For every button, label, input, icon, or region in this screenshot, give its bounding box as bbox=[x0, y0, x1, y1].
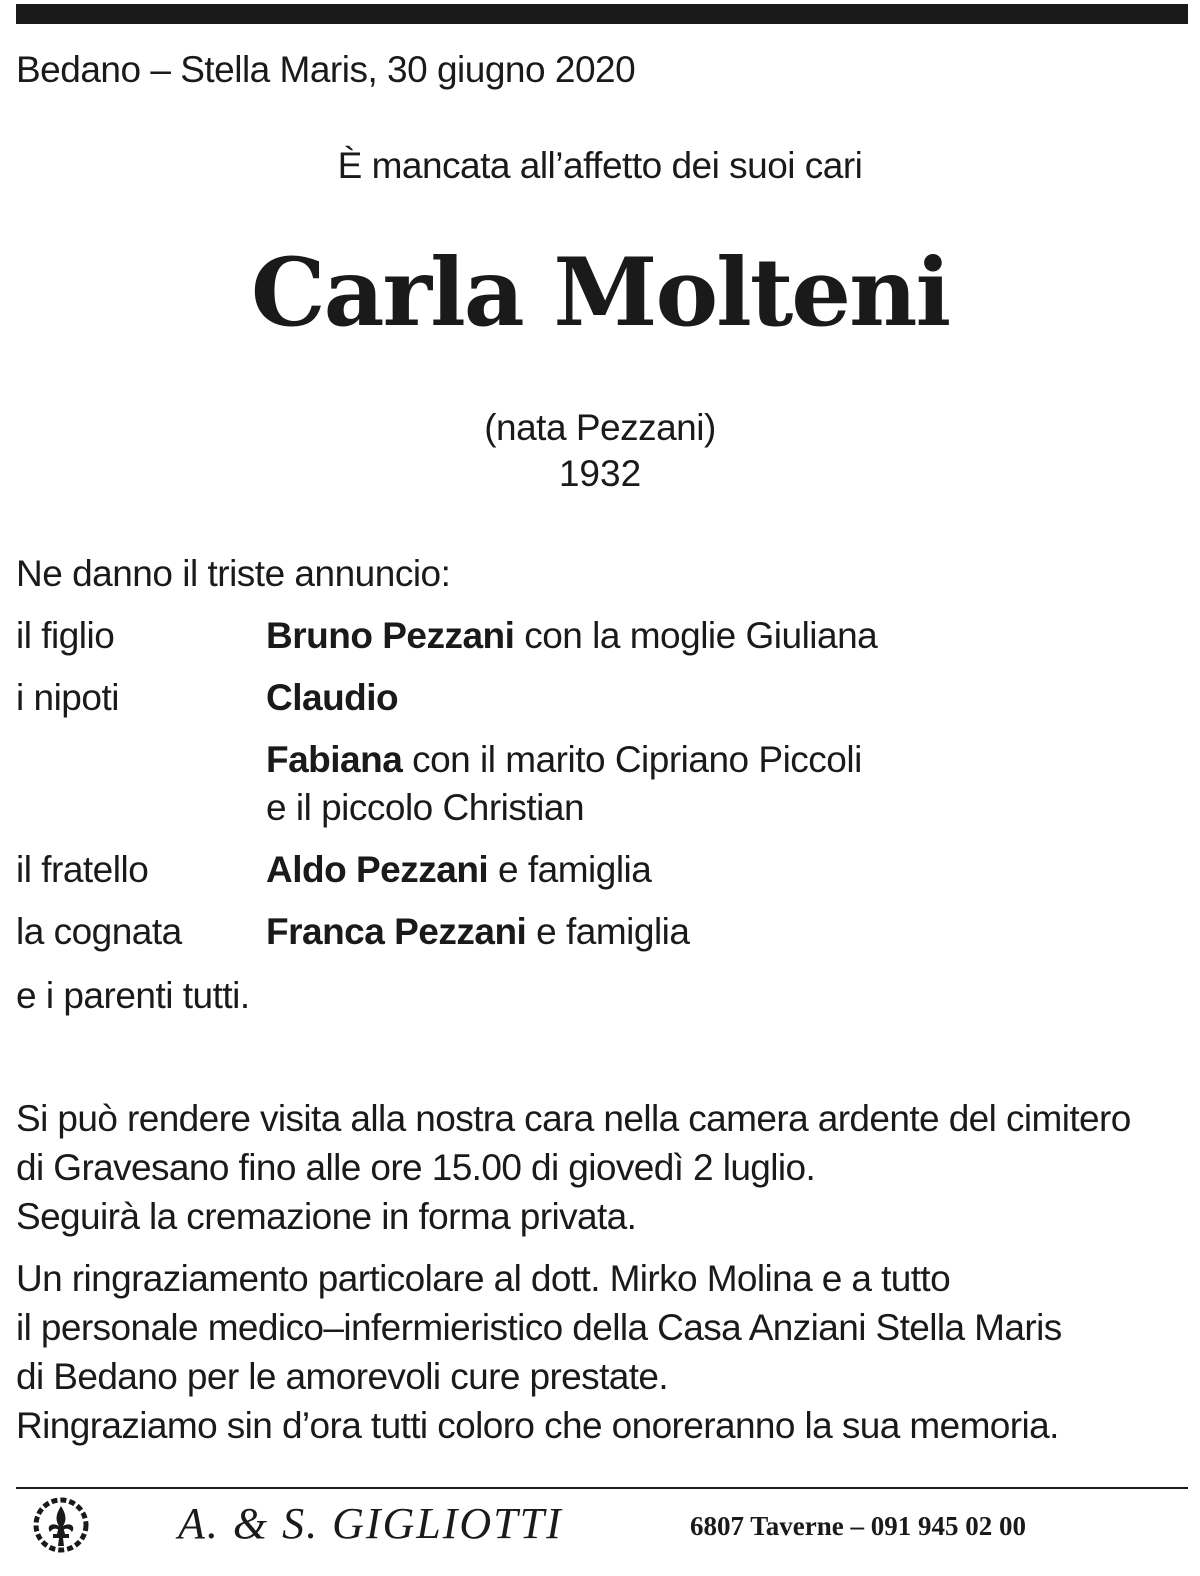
family-member bbox=[266, 784, 584, 832]
paragraph-line: Seguirà la cremazione in forma privata. bbox=[16, 1196, 637, 1237]
family-member-name: Franca Pezzani bbox=[266, 911, 527, 952]
intro-line: È mancata all’affetto dei suoi cari bbox=[337, 145, 863, 186]
thanks-paragraph bbox=[16, 1254, 1196, 1450]
family-member-detail: e famiglia bbox=[488, 849, 652, 890]
family-member-name: Fabiana bbox=[266, 739, 403, 780]
paragraph-line: Si può rendere visita alla nostra cara nella camera ardente del cimitero bbox=[16, 1098, 1131, 1139]
announce-line: Ne danno il triste annuncio: bbox=[16, 553, 451, 594]
family-relation: i nipoti bbox=[16, 677, 119, 718]
family-member-detail: e famiglia bbox=[526, 911, 690, 952]
funeral-home-contact: 6807 Taverne – 091 945 02 00 bbox=[690, 1511, 1027, 1541]
paragraph-line: di Bedano per le amorevoli cure prestate. bbox=[16, 1356, 669, 1397]
family-member bbox=[266, 674, 398, 722]
paragraph-line: di Gravesano fino alle ore 15.00 di giovedì 2 luglio. bbox=[16, 1147, 816, 1188]
bottom-rule bbox=[16, 1487, 1188, 1489]
family-member-name: Claudio bbox=[266, 677, 399, 718]
family-member bbox=[266, 736, 862, 784]
funeral-home-name: A. & S. GIGLIOTTI bbox=[178, 1499, 563, 1548]
deceased-name: Carla Molteni bbox=[250, 238, 950, 348]
family-relation: il fratello bbox=[16, 849, 149, 890]
fleur-de-lis-wreath-icon bbox=[32, 1496, 90, 1554]
maiden-name: (nata Pezzani) bbox=[484, 407, 716, 448]
paragraph-line: Ringraziamo sin d’ora tutti coloro che onoreranno la sua memoria. bbox=[16, 1405, 1059, 1446]
family-member bbox=[266, 846, 651, 894]
top-rule bbox=[16, 4, 1188, 24]
family-member-name: Bruno Pezzani bbox=[266, 615, 515, 656]
closing-line: e i parenti tutti. bbox=[16, 975, 250, 1016]
family-member-detail: e il piccolo Christian bbox=[266, 787, 585, 828]
family-relation: la cognata bbox=[16, 911, 182, 952]
visit-paragraph bbox=[16, 1094, 1196, 1241]
family-member-detail: con il marito Cipriano Piccoli bbox=[402, 739, 862, 780]
birth-year: 1932 bbox=[558, 453, 642, 494]
family-member-name: Aldo Pezzani bbox=[266, 849, 489, 890]
family-member bbox=[266, 612, 877, 660]
family-relation: il figlio bbox=[16, 615, 115, 656]
paragraph-line: Un ringraziamento particolare al dott. Mirko Molina e a tutto bbox=[16, 1258, 951, 1299]
family-member bbox=[266, 908, 689, 956]
paragraph-line: il personale medico–infermieristico della Casa Anziani Stella Maris bbox=[16, 1307, 1062, 1348]
place-date: Bedano – Stella Maris, 30 giugno 2020 bbox=[16, 49, 636, 90]
family-member-detail: con la moglie Giuliana bbox=[514, 615, 878, 656]
